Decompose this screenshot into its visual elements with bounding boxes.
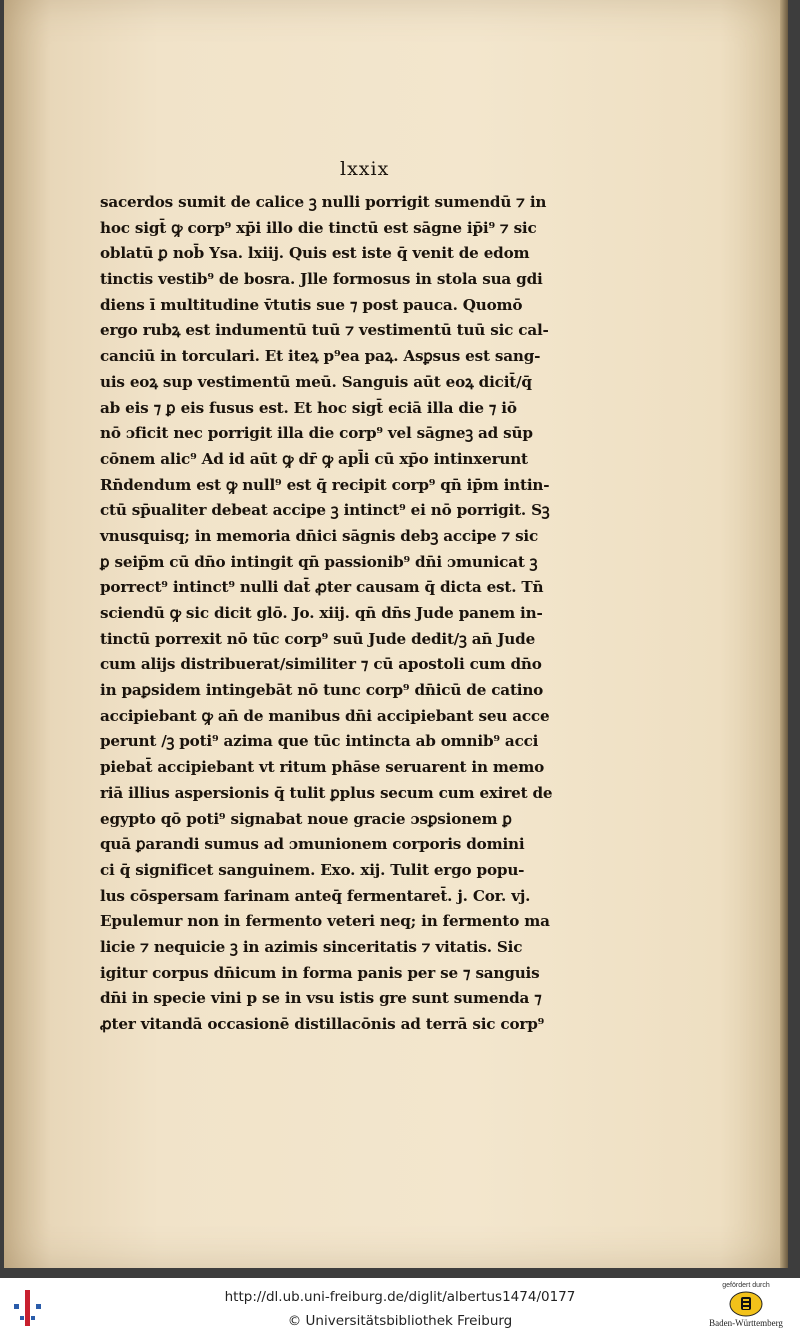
text-line: ꝑ seip̄m cū dn̄o intingit qn̄ passionib⁹ dn̄i ɔmunicat ꝫ — [100, 552, 538, 571]
text-line: vnusquisq; in memoria dn̄ici sāgnis debꝫ accipe ⁊ sic — [100, 526, 539, 545]
text-line: quā ꝑarandi sumus ad ɔmunionem corporis domini — [100, 835, 525, 854]
text-line: accipiebant ꝙ an̄ de manibus dn̄i accipiebant seu acce — [100, 706, 550, 725]
text-line: canciū in torculari. Et iteꝝ p⁹ea paꝝ. Asꝑsus est sang- — [100, 347, 541, 366]
text-line: perunt /ꝫ poti⁹ azima que tūc intincta ab omnib⁹ acci — [100, 732, 539, 751]
text-line: tinctis vestib⁹ de bosra. Jlle formosus in stola sua gdi — [100, 270, 543, 289]
text-line: egypto qō poti⁹ signabat noue gracie ɔsꝑsionem ꝑ — [100, 809, 512, 828]
text-line: cum alijs distribuerat/similiter ⁊ cū apostoli cum dn̄o — [100, 655, 542, 674]
text-line: sciendū ꝙ sic dicit glō. Jo. xiij. qn̄ dn̄s Jude panem in- — [100, 604, 543, 622]
text-line: uis eoꝝ sup vestimentū meū. Sanguis aūt eoꝝ dicit̄/q̄ — [100, 372, 532, 391]
footer — [0, 1278, 800, 1335]
sponsor-label: gefördert durch — [722, 1282, 770, 1289]
text-line: porrect⁹ intinct⁹ nulli dat̄ ꝓter causam q̄ dicta est. Tn̄ — [100, 578, 544, 597]
page-edge — [780, 0, 788, 1268]
copyright-notice: © Universitätsbibliothek Freiburg — [287, 1313, 513, 1329]
book-page — [4, 0, 782, 1268]
text-line: in paꝑsidem intingebāt nō tunc corp⁹ dn̄icū de catino — [100, 681, 544, 700]
text-line: riā illius aspersionis q̄ tulit ꝑplus secum cum exiret de — [100, 783, 553, 802]
text-line: sacerdos sumit de calice ꝫ nulli porrigit sumendū ⁊ in — [100, 193, 547, 211]
page-text — [100, 190, 578, 1038]
text-line: ꝓter vitandā occasionē distillacōnis ad terrā sic corp⁹ — [100, 1015, 545, 1033]
permalink-url[interactable]: http://dl.ub.uni-freiburg.de/diglit/albertus1474/0177 — [224, 1289, 576, 1305]
text-line: diens ī multitudine v̄tutis sue ⁊ post pauca. Quomō — [100, 295, 523, 314]
text-line: nō ɔficit nec porrigit illa die corp⁹ vel sāgneꝫ ad sūp — [100, 424, 533, 443]
text-line: oblatū ꝑ nob̄ Ysa. lxiij. Quis est iste q̄ venit de edom — [100, 244, 530, 263]
text-line: tinctū porrexit nō tūc corp⁹ suū Jude dedit/ꝫ an̄ Jude — [100, 629, 536, 648]
text-line: licie ⁊ nequicie ꝫ in azimis sinceritatis ⁊ vitatis. Sic — [100, 937, 523, 956]
text-line: lus cōspersam farinam anteq̄ fermentaret̄. j. Cor. vj. — [100, 886, 531, 905]
sponsor-name: Baden-Württemberg — [709, 1318, 783, 1328]
text-line: cōnem alic⁹ Ad id aūt ꝙ dr̄ ꝙ apl̄i cū xp̄o intinxerunt — [100, 449, 528, 468]
folio-number: lxxix — [340, 158, 390, 180]
text-line: ab eis ⁊ ꝑ eis fusus est. Et hoc sigt̄ eciā illa die ⁊ iō — [100, 398, 517, 417]
text-line: piebat̄ accipiebant vt ritum phāse seruarent in memo — [100, 758, 545, 777]
text-line: ergo rubꝝ est indumentū tuū ⁊ vestimentū tuū sic cal- — [100, 321, 549, 340]
text-line: ctū sp̄ualiter debeat accipe ꝫ intinct⁹ ei nō porrigit. Sꝫ — [100, 501, 550, 520]
baden-wuerttemberg-seal-icon — [729, 1291, 763, 1317]
text-line: hoc sigt̄ ꝙ corp⁹ xp̄i illo die tinctū est sāgne ip̄i⁹ ⁊ sic — [100, 218, 537, 237]
text-line: Rn̄dendum est ꝙ null⁹ est q̄ recipit corp⁹ qn̄ ip̄m intin- — [100, 475, 550, 494]
text-line: dn̄i in specie vini p se in vsu istis gre sunt sumenda ⁊ — [100, 989, 542, 1008]
text-line: ci q̄ significet sanguinem. Exo. xij. Tulit ergo popu- — [100, 860, 525, 879]
text-line: Epulemur non in fermento veteri neq; in fermento ma — [100, 912, 550, 931]
text-line: igitur corpus dn̄icum in forma panis per se ⁊ sanguis — [100, 963, 540, 982]
sponsor-block — [698, 1282, 794, 1334]
